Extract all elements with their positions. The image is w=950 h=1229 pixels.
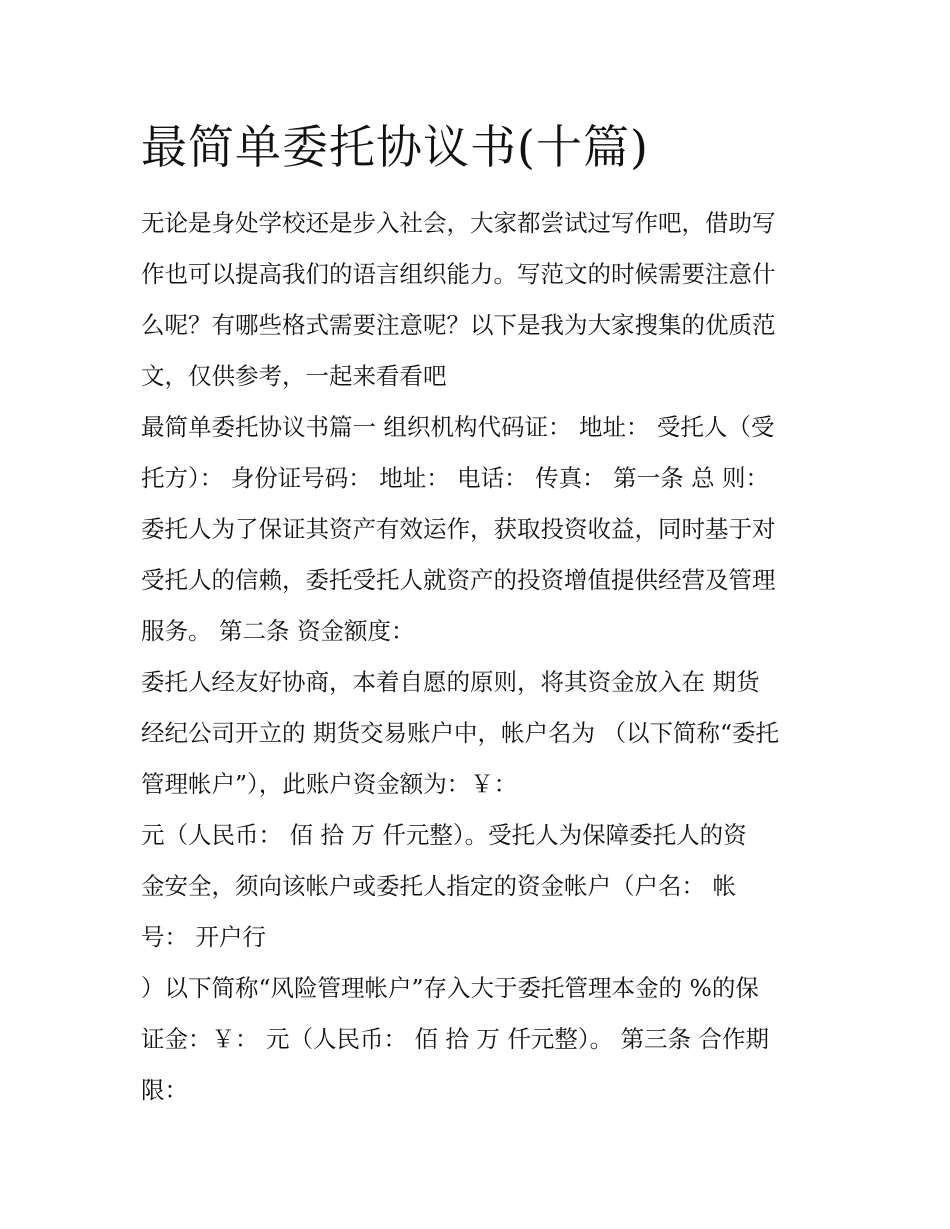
body-line: 号： 开户行: [141, 923, 266, 951]
body-line: 限：: [141, 1076, 188, 1104]
body-line: 服务。 第二条 资金额度：: [141, 617, 415, 645]
body-line: 么呢？有哪些格式需要注意呢？以下是我为大家搜集的优质范: [141, 311, 776, 339]
body-line: 经纪公司开立的 期货交易账户中，帐户名为 （以下简称“委托: [141, 719, 779, 747]
body-line: 最简单委托协议书篇一 组织机构代码证： 地址： 受托人（受: [141, 413, 775, 441]
body-line: 管理帐户”），此账户资金额为：￥：: [141, 770, 518, 798]
body-line: 文，仅供参考，一起来看看吧: [141, 362, 447, 390]
document-title: 最简单委托协议书(十篇): [141, 120, 649, 174]
body-line: 证金：￥： 元（人民币： 佰 拾 万 仟元整）。 第三条 合作期: [141, 1025, 770, 1053]
body-line: 托方）： 身份证号码： 地址： 电话： 传真： 第一条 总 则：: [141, 464, 770, 492]
body-line: 作也可以提高我们的语言组织能力。写范文的时候需要注意什: [141, 260, 776, 288]
body-line: 受托人的信赖，委托受托人就资产的投资增值提供经营及管理: [141, 566, 776, 594]
body-line: 无论是身处学校还是步入社会，大家都尝试过写作吧，借助写: [141, 209, 776, 237]
body-line: 金安全，须向该帐户或委托人指定的资金帐户（户名： 帐: [141, 872, 736, 900]
body-line: 委托人为了保证其资产有效运作，获取投资收益，同时基于对: [141, 515, 776, 543]
body-line: 元（人民币： 佰 拾 万 仟元整）。受托人为保障委托人的资: [141, 821, 747, 849]
body-line: 委托人经友好协商，本着自愿的原则，将其资金放入在 期货: [141, 668, 760, 696]
body-line: ）以下简称“风险管理帐户”存入大于委托管理本金的 %的保: [141, 974, 759, 1002]
document-body: [141, 198, 813, 1116]
